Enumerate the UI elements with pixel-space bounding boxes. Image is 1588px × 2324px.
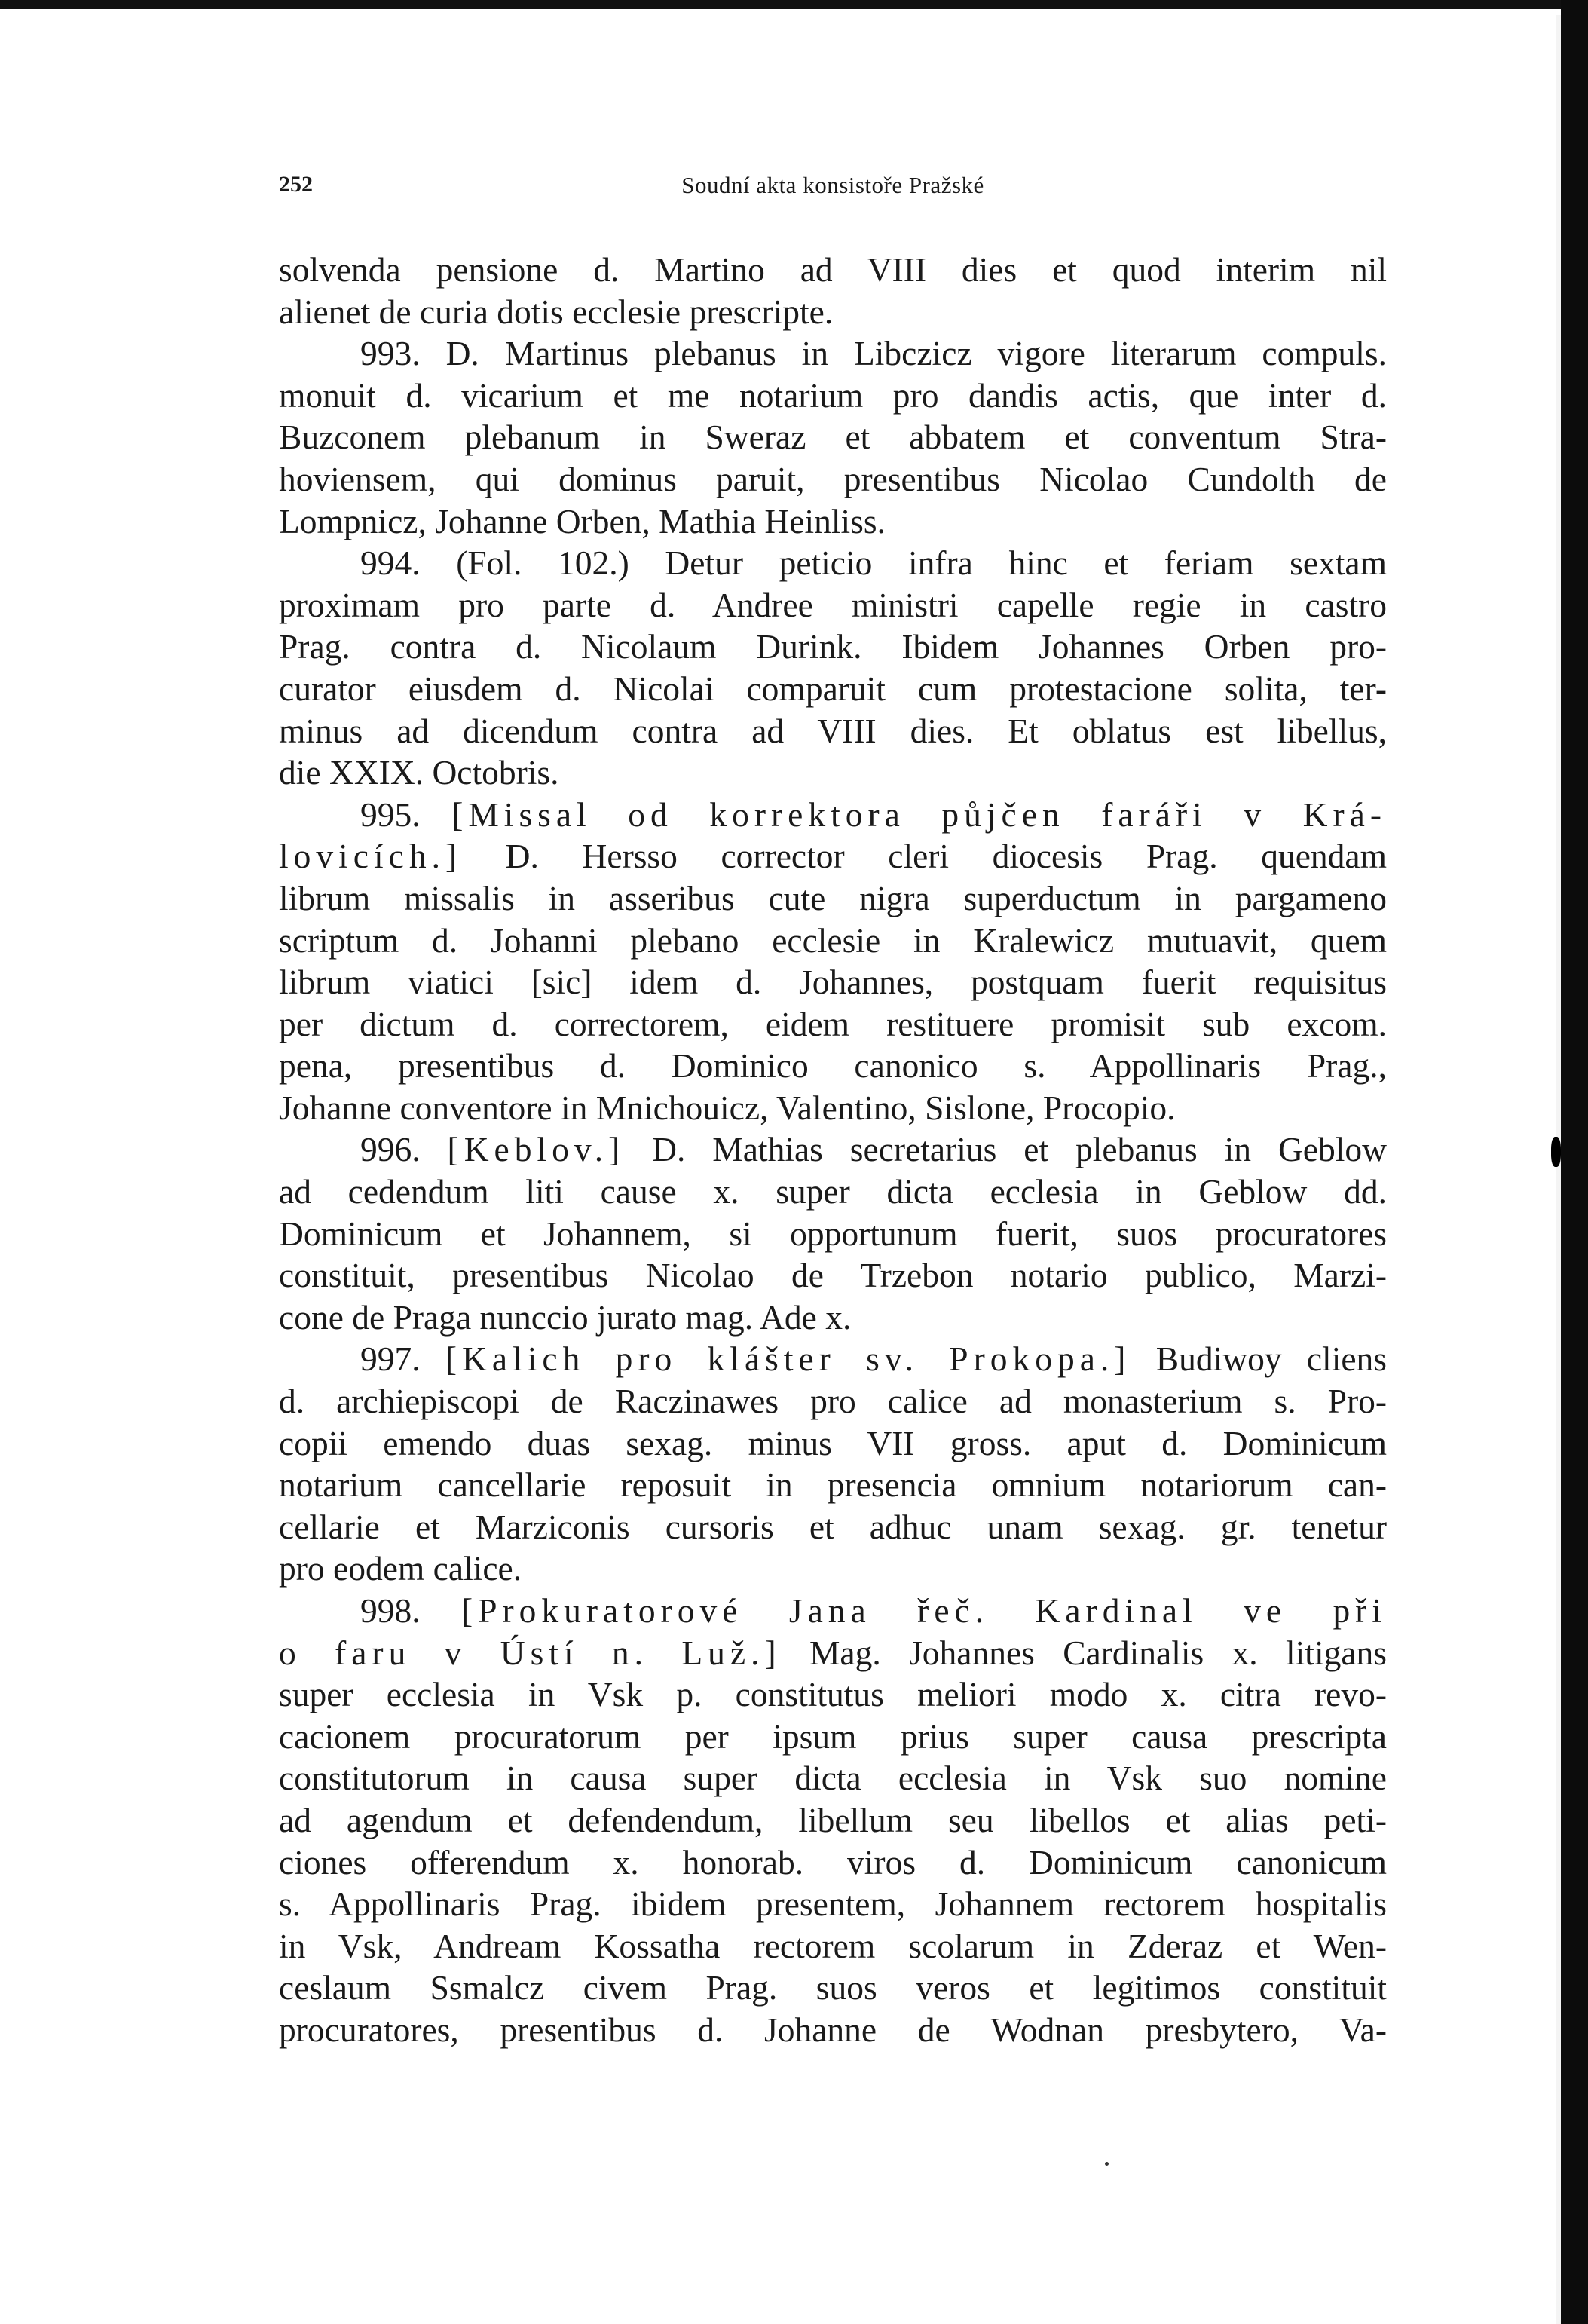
text-segment: ceslaum Ssmalcz civem Prag. suos veros et legitimos constituit [279, 1968, 1387, 2007]
text-line [279, 2009, 1387, 2051]
scan-speck [1105, 2162, 1109, 2166]
text-segment: die XXIX. Octobris. [279, 753, 559, 792]
text-line [279, 1716, 1387, 1758]
text-line [279, 920, 1387, 962]
czech-heading: lovicích.] [279, 837, 463, 876]
text-line [279, 1171, 1387, 1213]
text-segment: scriptum d. Johanni plebano ecclesie in Kralewicz mutuavit, quem [279, 920, 1387, 960]
text-line [279, 1842, 1387, 1884]
text-segment: Johanne conventore in Mnichouicz, Valentino, Sislone, Procopio. [279, 1088, 1176, 1127]
text-line [279, 835, 1387, 877]
text-line [279, 501, 1387, 543]
running-title: Soudní akta konsistoře Pražské [681, 172, 984, 198]
text-segment: proximam pro parte d. Andree ministri capelle regie in castro [279, 585, 1387, 624]
text-line [279, 1297, 1387, 1339]
text-line [279, 1967, 1387, 2009]
text-line [279, 1338, 1387, 1380]
text-segment: notarium cancellarie reposuit in presencia omnium notariorum can- [279, 1465, 1387, 1505]
page-number: 252 [279, 172, 313, 197]
text-line [279, 1464, 1387, 1506]
text-line [279, 1003, 1387, 1046]
text-line [279, 1380, 1387, 1422]
text-segment: cacionem procuratorum per ipsum prius super causa prescripta [279, 1716, 1387, 1756]
text-segment: librum missalis in asseribus cute nigra superductum in pargameno [279, 878, 1387, 917]
text-line [279, 1673, 1387, 1716]
text-segment: 998. [360, 1591, 462, 1630]
text-segment: librum viatici [sic] idem d. Johannes, postquam fuerit requisitus [279, 963, 1387, 1002]
text-segment: ad agendum et defendendum, libellum seu libellos et alias peti- [279, 1800, 1387, 1839]
text-segment: 993. D. Martinus plebanus in Libczicz vigore literarum compuls. [360, 334, 1387, 373]
text-line [279, 877, 1387, 920]
text-segment: solvenda pensione d. Martino ad VIII dies et quod interim nil [279, 250, 1387, 289]
text-segment: constitutorum in causa super dicta ecclesia in Vsk suo nomine [279, 1759, 1387, 1798]
text-line [279, 1087, 1387, 1129]
text-line [279, 1254, 1387, 1297]
text-line [279, 1422, 1387, 1465]
czech-heading: o faru v Ústí n. Luž.] [279, 1633, 782, 1672]
body-text [279, 249, 1387, 2051]
czech-heading: [Kalich pro klášter sv. Prokopa.] [445, 1340, 1131, 1379]
text-line [279, 542, 1387, 584]
text-segment: Budiwoy cliens [1131, 1340, 1387, 1379]
text-segment: d. archiepiscopi de Raczinawes pro calice ad monasterium s. Pro- [279, 1382, 1387, 1421]
text-line [279, 584, 1387, 626]
text-line [279, 961, 1387, 1003]
text-line [279, 1590, 1387, 1632]
text-segment: 996. [360, 1130, 448, 1169]
text-line [279, 1757, 1387, 1799]
scan-border-right [1561, 0, 1588, 2324]
text-line [279, 332, 1387, 375]
text-segment: Buzconem plebanum in Sweraz et abbatem et conventum Stra- [279, 418, 1387, 457]
czech-heading: [Missal od korrektora půjčen faráři v Krá- [451, 795, 1387, 834]
text-segment: cellarie et Marziconis cursoris et adhuc unam sexag. gr. tenetur [279, 1507, 1387, 1546]
text-segment: minus ad dicendum contra ad VIII dies. Et oblatus est libellus, [279, 711, 1387, 750]
text-line [279, 710, 1387, 752]
text-line [279, 1128, 1387, 1171]
text-segment: constituit, presentibus Nicolao de Trzebon notario publico, Marzi- [279, 1256, 1387, 1295]
text-segment: Dominicum et Johannem, si opportunum fuerit, suos procuratores [279, 1214, 1387, 1253]
text-line [279, 416, 1387, 458]
text-line [279, 1045, 1387, 1087]
text-segment: D. Mathias secretarius et plebanus in Geblow [625, 1130, 1388, 1169]
text-line [279, 375, 1387, 417]
text-line [279, 1925, 1387, 1967]
text-segment: pro eodem calice. [279, 1549, 522, 1588]
text-line [279, 1883, 1387, 1925]
czech-heading: [Prokuratorové Jana řeč. Kardinal ve při [461, 1591, 1387, 1630]
text-segment: pena, presentibus d. Dominico canonico s. Appollinaris Prag., [279, 1046, 1387, 1085]
text-line [279, 668, 1387, 710]
text-line [279, 291, 1387, 333]
scan-edge-mark [1551, 1137, 1561, 1167]
page-header [279, 172, 1387, 202]
text-line [279, 249, 1387, 291]
text-segment: per dictum d. correctorem, eidem restituere promisit sub excom. [279, 1004, 1387, 1043]
text-segment: super ecclesia in Vsk p. constitutus meliori modo x. citra revo- [279, 1675, 1387, 1714]
text-segment: ad cedendum liti cause x. super dicta ecclesia in Geblow dd. [279, 1172, 1387, 1211]
text-segment: curator eiusdem d. Nicolai comparuit cum protestacione solita, ter- [279, 669, 1387, 708]
text-segment: in Vsk, Andream Kossatha rectorem scolarum in Zderaz et Wen- [279, 1926, 1387, 1965]
text-line [279, 1799, 1387, 1842]
text-segment: alienet de curia dotis ecclesie prescripte. [279, 292, 834, 331]
text-segment: copii emendo duas sexag. minus VII gross. aput d. Dominicum [279, 1423, 1387, 1462]
text-line [279, 1506, 1387, 1548]
text-line [279, 752, 1387, 794]
scan-border-top [0, 0, 1588, 9]
text-segment: Prag. contra d. Nicolaum Durink. Ibidem Johannes Orben pro- [279, 627, 1387, 666]
text-segment: 994. (Fol. 102.) Detur peticio infra hinc et feriam sextam [360, 543, 1387, 583]
text-segment: monuit d. vicarium et me notarium pro dandis actis, que inter d. [279, 375, 1387, 415]
text-segment: 995. [360, 795, 452, 834]
text-line [279, 794, 1387, 836]
text-segment: D. Hersso corrector cleri diocesis Prag. quendam [462, 837, 1387, 876]
text-segment: cone de Praga nunccio jurato mag. Ade x. [279, 1297, 852, 1337]
czech-heading: [Keblov.] [447, 1130, 626, 1169]
text-segment: ciones offerendum x. honorab. viros d. Dominicum canonicum [279, 1842, 1387, 1882]
text-line [279, 1213, 1387, 1255]
text-line [279, 626, 1387, 668]
text-line [279, 1632, 1387, 1674]
text-segment: 997. [360, 1340, 445, 1379]
text-segment: procuratores, presentibus d. Johanne de Wodnan presbytero, Va- [279, 2010, 1387, 2049]
text-segment: s. Appollinaris Prag. ibidem presentem, Johannem rectorem hospitalis [279, 1885, 1387, 1924]
text-segment: hoviensem, qui dominus paruit, presentibus Nicolao Cundolth de [279, 459, 1387, 498]
text-line [279, 1548, 1387, 1590]
text-line [279, 458, 1387, 501]
text-segment: Mag. Johannes Cardinalis x. litigans [781, 1633, 1387, 1672]
text-segment: Lompnicz, Johanne Orben, Mathia Heinliss. [279, 501, 886, 540]
